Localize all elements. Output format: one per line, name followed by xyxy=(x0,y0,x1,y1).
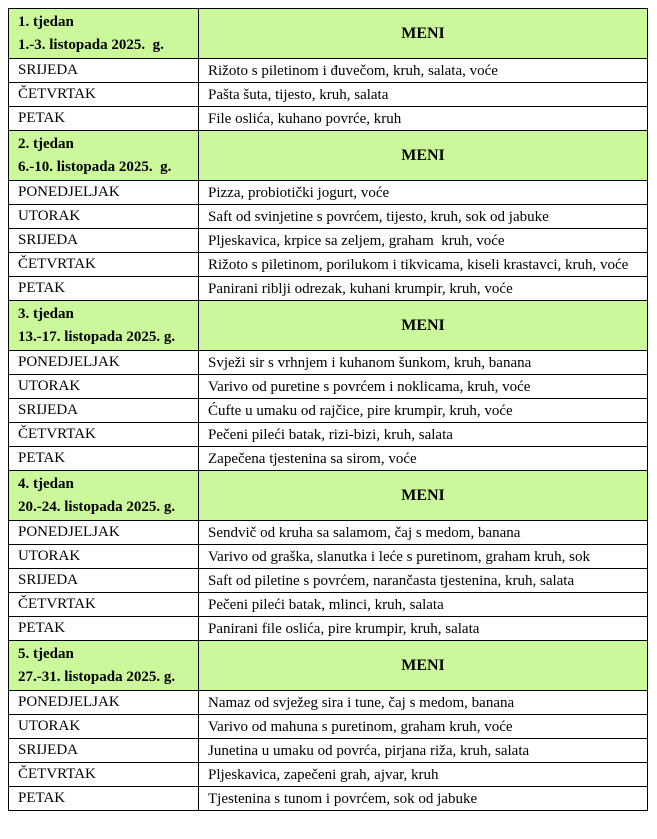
menu-row xyxy=(9,423,648,447)
menu-row xyxy=(9,83,648,107)
menu-row xyxy=(9,351,648,375)
menu-row xyxy=(9,739,648,763)
day-cell: PETAK xyxy=(9,277,199,301)
meal-cell: Panirani file oslića, pire krumpir, kruh, salata xyxy=(199,617,648,641)
meal-cell: Pašta šuta, tijesto, kruh, salata xyxy=(199,83,648,107)
meal-cell: Pečeni pileći batak, rizi-bizi, kruh, salata xyxy=(199,423,648,447)
meal-cell: File oslića, kuhano povrće, kruh xyxy=(199,107,648,131)
day-cell: PONEDJELJAK xyxy=(9,351,199,375)
week-3-header-row xyxy=(9,301,648,351)
day-cell: PETAK xyxy=(9,107,199,131)
menu-row xyxy=(9,593,648,617)
menu-row xyxy=(9,107,648,131)
week-5-cell xyxy=(9,641,199,691)
day-cell: UTORAK xyxy=(9,205,199,229)
week-5-meni-header: MENI xyxy=(199,641,648,691)
menu-row xyxy=(9,545,648,569)
menu-table xyxy=(8,8,648,811)
meal-cell: Saft od piletine s povrćem, narančasta tjestenina, kruh, salata xyxy=(199,569,648,593)
day-cell: UTORAK xyxy=(9,375,199,399)
day-cell: SRIJEDA xyxy=(9,569,199,593)
day-cell: SRIJEDA xyxy=(9,59,199,83)
meal-cell: Namaz od svježeg sira i tune, čaj s medom, banana xyxy=(199,691,648,715)
day-cell: ČETVRTAK xyxy=(9,253,199,277)
week-5-header-row xyxy=(9,641,648,691)
week-3-title: 3. tjedan xyxy=(18,305,74,322)
meal-cell: Zapečena tjestenina sa sirom, voće xyxy=(199,447,648,471)
meal-cell: Svježi sir s vrhnjem i kuhanom šunkom, kruh, banana xyxy=(199,351,648,375)
day-cell: ČETVRTAK xyxy=(9,763,199,787)
day-cell: PETAK xyxy=(9,447,199,471)
week-3-dates: 13.-17. listopada 2025. g. xyxy=(18,328,176,345)
meal-cell: Rižoto s piletinom i đuvečom, kruh, salata, voće xyxy=(199,59,648,83)
meal-cell: Rižoto s piletinom, porilukom i tikvicama, kiseli krastavci, kruh, voće xyxy=(199,253,648,277)
week-1-title: 1. tjedan xyxy=(18,13,74,30)
day-cell: ČETVRTAK xyxy=(9,83,199,107)
menu-row xyxy=(9,569,648,593)
week-1-meni-header: MENI xyxy=(199,9,648,59)
meal-cell: Varivo od graška, slanutka i leće s puretinom, graham kruh, sok xyxy=(199,545,648,569)
week-3-meni-header: MENI xyxy=(199,301,648,351)
day-cell: PONEDJELJAK xyxy=(9,521,199,545)
week-2-header-row xyxy=(9,131,648,181)
meal-cell: Pizza, probiotički jogurt, voće xyxy=(199,181,648,205)
menu-row xyxy=(9,205,648,229)
menu-row xyxy=(9,399,648,423)
menu-row xyxy=(9,447,648,471)
menu-row xyxy=(9,617,648,641)
meal-cell: Junetina u umaku od povrća, pirjana riža, kruh, salata xyxy=(199,739,648,763)
day-cell: PETAK xyxy=(9,617,199,641)
meal-cell: Varivo od puretine s povrćem i noklicama, kruh, voće xyxy=(199,375,648,399)
meal-cell: Tjestenina s tunom i povrćem, sok od jabuke xyxy=(199,787,648,811)
day-cell: PONEDJELJAK xyxy=(9,181,199,205)
meal-cell: Pečeni pileći batak, mlinci, kruh, salata xyxy=(199,593,648,617)
menu-row xyxy=(9,521,648,545)
day-cell: ČETVRTAK xyxy=(9,593,199,617)
day-cell: PONEDJELJAK xyxy=(9,691,199,715)
meal-cell: Ćufte u umaku od rajčice, pire krumpir, kruh, voće xyxy=(199,399,648,423)
week-4-header-row xyxy=(9,471,648,521)
meal-cell: Sendvič od kruha sa salamom, čaj s medom, banana xyxy=(199,521,648,545)
week-2-cell xyxy=(9,131,199,181)
menu-row xyxy=(9,229,648,253)
week-2-dates: 6.-10. listopada 2025. g. xyxy=(18,158,172,175)
menu-row xyxy=(9,691,648,715)
week-1-dates: 1.-3. listopada 2025. g. xyxy=(18,36,164,53)
day-cell: UTORAK xyxy=(9,545,199,569)
week-1-header-row xyxy=(9,9,648,59)
meal-cell: Pljeskavica, krpice sa zeljem, graham kruh, voće xyxy=(199,229,648,253)
menu-row xyxy=(9,181,648,205)
menu-row xyxy=(9,375,648,399)
menu-row xyxy=(9,277,648,301)
menu-row xyxy=(9,763,648,787)
day-cell: UTORAK xyxy=(9,715,199,739)
week-2-meni-header: MENI xyxy=(199,131,648,181)
day-cell: SRIJEDA xyxy=(9,399,199,423)
week-5-title: 5. tjedan xyxy=(18,645,74,662)
menu-row xyxy=(9,715,648,739)
week-4-cell xyxy=(9,471,199,521)
week-4-dates: 20.-24. listopada 2025. g. xyxy=(18,498,176,515)
menu-row xyxy=(9,253,648,277)
week-3-cell xyxy=(9,301,199,351)
week-4-title: 4. tjedan xyxy=(18,475,74,492)
meal-cell: Pljeskavica, zapečeni grah, ajvar, kruh xyxy=(199,763,648,787)
day-cell: SRIJEDA xyxy=(9,229,199,253)
meal-cell: Saft od svinjetine s povrćem, tijesto, kruh, sok od jabuke xyxy=(199,205,648,229)
meal-cell: Varivo od mahuna s puretinom, graham kruh, voće xyxy=(199,715,648,739)
week-2-title: 2. tjedan xyxy=(18,135,74,152)
day-cell: PETAK xyxy=(9,787,199,811)
week-5-dates: 27.-31. listopada 2025. g. xyxy=(18,668,176,685)
week-1-cell xyxy=(9,9,199,59)
menu-row xyxy=(9,59,648,83)
menu-row xyxy=(9,787,648,811)
meal-cell: Panirani riblji odrezak, kuhani krumpir, kruh, voće xyxy=(199,277,648,301)
week-4-meni-header: MENI xyxy=(199,471,648,521)
day-cell: ČETVRTAK xyxy=(9,423,199,447)
day-cell: SRIJEDA xyxy=(9,739,199,763)
